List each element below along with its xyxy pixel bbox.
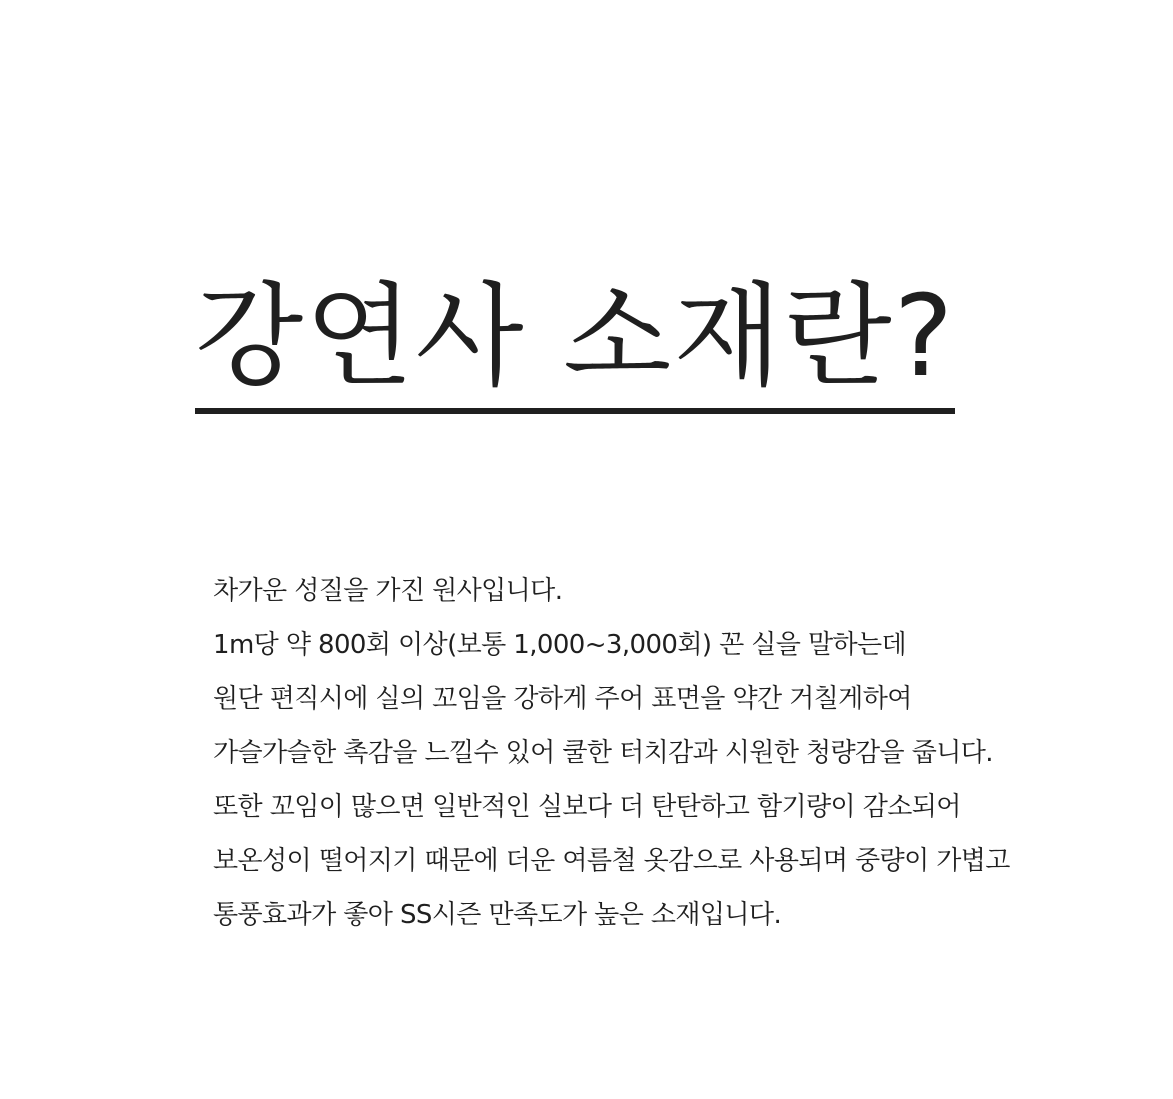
description-paragraph [213,564,1113,942]
description-line: 통풍효과가 좋아 SS시즌 만족도가 높은 소재입니다. [213,900,782,930]
description-line: 차가운 성질을 가진 원사입니다. [213,576,563,606]
description-line: 가슬가슬한 촉감을 느낄수 있어 쿨한 터치감과 시원한 청량감을 줍니다. [213,738,993,768]
description-line: 또한 꼬임이 많으면 일반적인 실보다 더 탄탄하고 함기량이 감소되어 [213,792,961,822]
description-line: 원단 편직시에 실의 꼬임을 강하게 주어 표면을 약간 거칠게하여 [213,684,912,714]
title-underline [195,408,955,414]
description-line: 1m당 약 800회 이상(보통 1,000~3,000회) 꼰 실을 말하는데 [213,630,907,660]
description-line: 보온성이 떨어지기 때문에 더운 여름철 옷감으로 사용되며 중량이 가볍고 [213,846,1010,876]
page-title: 강연사 소재란? [195,272,956,402]
title-block [195,262,955,412]
